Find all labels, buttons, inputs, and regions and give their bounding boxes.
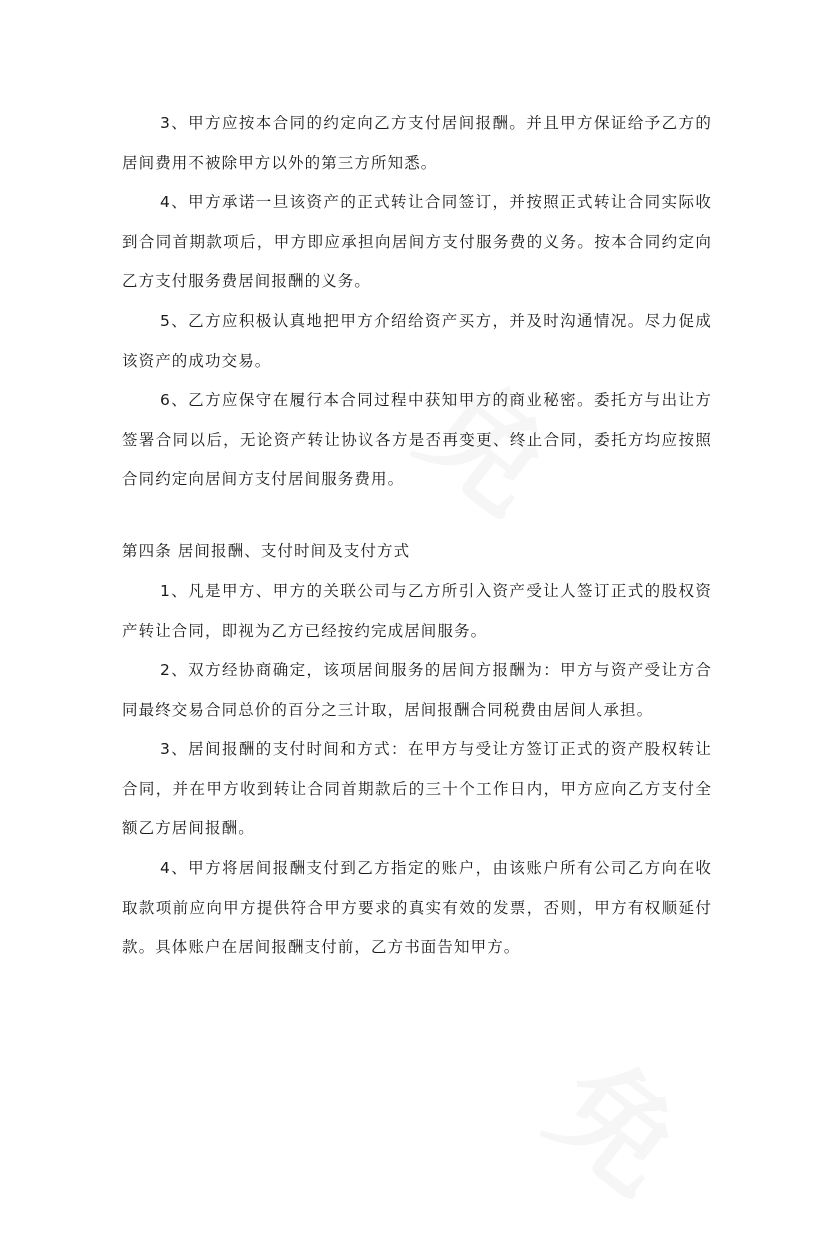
clause-3-paragraph: 3、甲方应按本合同的约定向乙方支付居间报酬。并且甲方保证给予乙方的居间费用不被除甲方以外的第三方所知悉。 <box>122 114 712 172</box>
clause-6-paragraph: 6、乙方应保守在履行本合同过程中获知甲方的商业秘密。委托方与出让方签署合同以后，无论资产转让协议各方是否再变更、终止合同，委托方均应按照合同约定向居间方支付居间服务费用。 <box>122 391 712 488</box>
section-heading: 第四条 居间报酬、支付时间及支付方式 <box>122 542 411 560</box>
article4-clause-1-paragraph: 1、凡是甲方、甲方的关联公司与乙方所引入资产受让人签订正式的股权资产转让合同，即视为乙方已经按约完成居间服务。 <box>122 582 712 640</box>
watermark-icon <box>522 1015 738 1237</box>
article4-clause-4-paragraph: 4、甲方将居间报酬支付到乙方指定的账户，由该账户所有公司乙方向在收取款项前应向甲方提供符合甲方要求的真实有效的发票，否则，甲方有权顺延付款。具体账户在居间报酬支付前，乙方书面告知甲方。 <box>122 859 712 956</box>
clause-4-paragraph: 4、甲方承诺一旦该资产的正式转让合同签订，并按照正式转让合同实际收到合同首期款项后，甲方即应承担向居间方支付服务费的义务。按本合同约定向乙方支付服务费居间报酬的义务。 <box>122 193 712 290</box>
article4-clause-3-paragraph: 3、居间报酬的支付时间和方式：在甲方与受让方签订正式的资产股权转让合同，并在甲方收到转让合同首期款后的三十个工作日内，甲方应向乙方支付全额乙方居间报酬。 <box>122 740 712 837</box>
article4-clause-2-paragraph: 2、双方经协商确定，该项居间服务的居间方报酬为：甲方与资产受让方合同最终交易合同总价的百分之三计取，居间报酬合同税费由居间人承担。 <box>122 661 712 719</box>
clause-5-paragraph: 5、乙方应积极认真地把甲方介绍给资产买方，并及时沟通情况。尽力促成该资产的成功交易。 <box>122 312 712 370</box>
